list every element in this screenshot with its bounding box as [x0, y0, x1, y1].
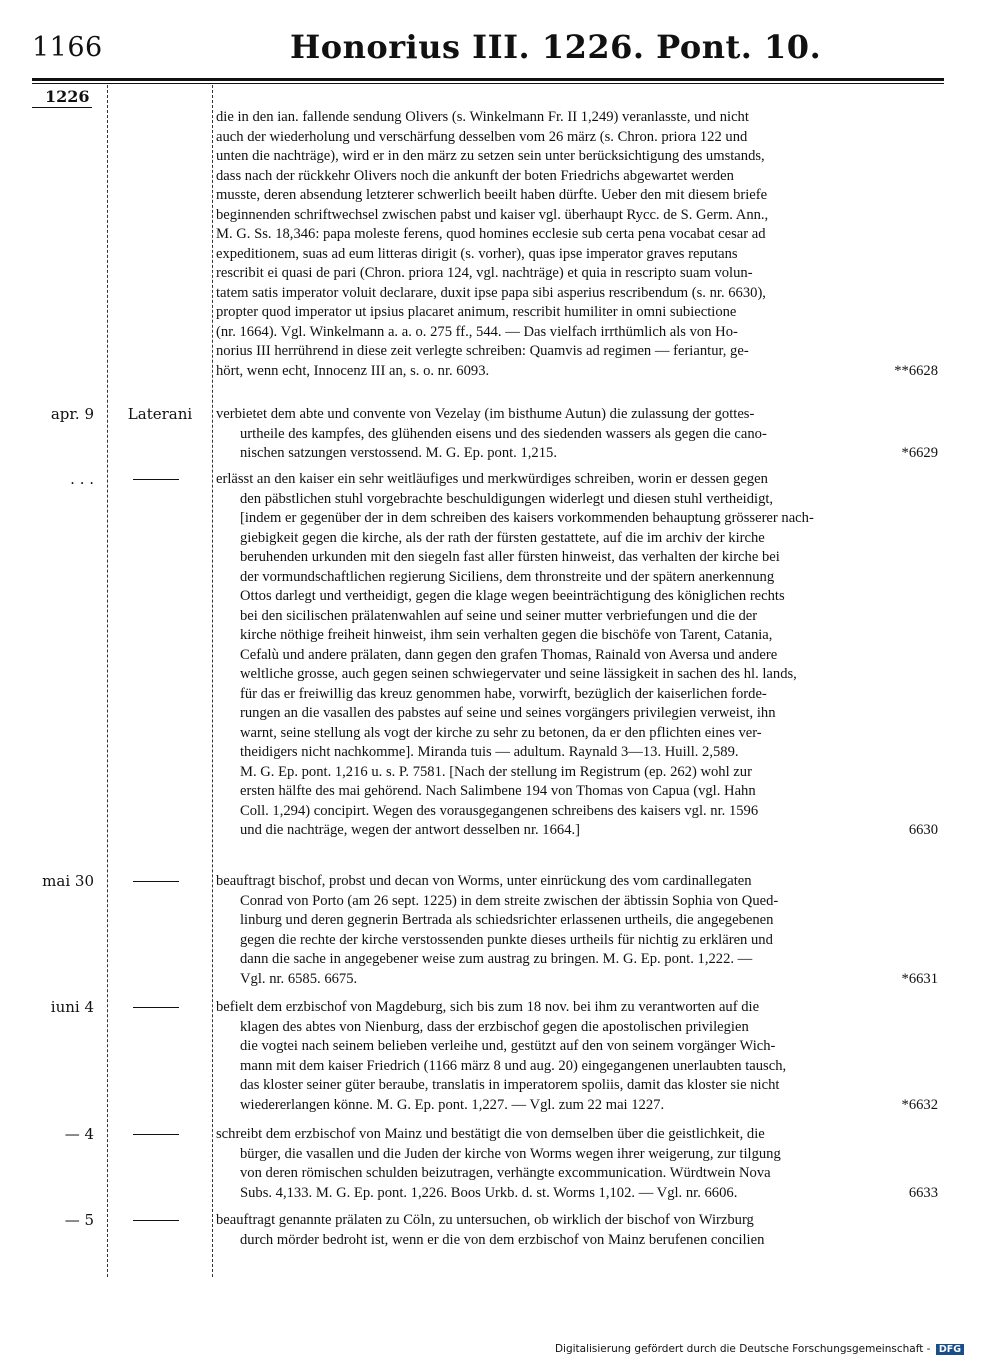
text-line: rungen an die vasallen des pabstes auf seine und seines vorgängers privilegien verweist, ihn: [240, 705, 776, 721]
text-line: beauftragt bischof, probst und decan von Worms, unter einrückung des vom cardinallegaten: [216, 873, 752, 889]
text-line: tatem satis imperator voluit declarare, duxit ipse papa sibi asperius rescribendum (s. nr. 6630),: [216, 284, 766, 301]
ditto-dash: [133, 1134, 179, 1135]
entry-text: [216, 872, 938, 989]
text-line: urtheile des kampfes, des glühenden eisens und des siedenden wassers als gegen die cano-: [240, 425, 767, 442]
entry-date: apr. 9: [50, 405, 94, 423]
entry-date: — 4: [64, 1125, 94, 1143]
text-line: Conrad von Porto (am 26 sept. 1225) in dem streite zwischen der äbtissin Sophia von Qued-: [240, 892, 779, 909]
text-line: expeditionem, suas ad eum litteras dirigit (s. vorher), quas ipse imperator graves reputans: [216, 245, 738, 262]
text-line: musste, deren absendung letzterer schwerlich beeilt haben dürfte. Ueber den mit diesem briefe: [216, 187, 768, 203]
dfg-logo: DFG: [936, 1344, 964, 1355]
text-line: und die nachträge, wegen der antwort desselben nr. 1664.] 6630: [216, 821, 938, 841]
text-line: die vogtei nach seinem belieben verleihe und, gestützt auf den von seinem vorgänger Wich-: [240, 1038, 776, 1054]
text-line: norius III herrührend in diese zeit verlegte schreiben: Quamvis ad regimen — feriantur, ge-: [216, 343, 749, 359]
text-line: hört, wenn echt, Innocenz III an, s. o. nr. 6093. **6628: [216, 362, 938, 382]
text-line: verbietet dem abte und convente von Vezelay (im bisthume Autun) die zulassung der gottes-: [216, 406, 755, 422]
entry-text: [216, 998, 938, 1115]
running-head: Honorius III. 1226. Pont. 10.: [290, 28, 822, 66]
text-line: bei den sicilischen prälatenwahlen auf seine und seiner mutter verbriefungen und die der: [240, 607, 758, 624]
entry-date: — 5: [64, 1211, 94, 1229]
ditto-dash: [133, 1220, 179, 1221]
header-rule-thick: [32, 78, 944, 81]
text-line: den päbstlichen stuhl vorgebrachte beschuldigungen widerlegt und diesen stuhl vertheidigt,: [240, 490, 774, 507]
entry-text: [216, 1125, 938, 1203]
column-divider-place: [212, 85, 214, 1277]
text-line: beginnenden schriftwechsel zwischen pabst und kaiser vgl. überhaupt Rycc. de S. Germ. Ann.,: [216, 206, 769, 223]
text-line: linburg und deren gegnerin Bertrada als schiedsrichter erlassenen urtheils, die angegebenen: [240, 912, 774, 928]
column-divider-date: [107, 85, 109, 1277]
text-line: die in den ian. fallende sendung Olivers (s. Winkelmann Fr. II 1,249) veranlasste, und nicht: [216, 109, 749, 125]
text-line: beruhenden urkunden mit den siegeln fast aller fürsten hinweist, das verhalten der kirche bei: [240, 549, 780, 565]
year-label: 1226: [45, 87, 90, 106]
text-line: durch mörder bedroht ist, wenn er die von dem erzbischof von Mainz berufenen concilien: [240, 1231, 765, 1248]
text-line: gegen die rechte der kirche verstossenden punkte dieses urtheils für nichtig zu erklären und: [240, 931, 773, 948]
regest-number: **6628: [894, 362, 938, 379]
entry-text: [216, 1211, 938, 1250]
text-line: weltliche grosse, auch gegen seinen schwiegervater und seine lässigkeit in sachen des hl. lands,: [240, 666, 797, 682]
entry-date: mai 30: [42, 872, 94, 890]
text-line: erlässt an den kaiser ein sehr weitläufiges und merkwürdiges schreiben, worin er dessen gegen: [216, 471, 768, 487]
regest-number: *6629: [901, 445, 938, 461]
regest-number: *6632: [901, 1096, 938, 1113]
footer-credit: [555, 1343, 964, 1355]
footer-text: Digitalisierung gefördert durch die Deutsche Forschungsgemeinschaft -: [554, 1343, 931, 1355]
text-line: beauftragt genannte prälaten zu Cöln, zu untersuchen, ob wirklich der bischof von Wirzburg: [216, 1212, 754, 1228]
text-line: (nr. 1664). Vgl. Winkelmann a. a. o. 275 ff., 544. — Das vielfach irrthümlich als von Ho-: [216, 323, 738, 340]
text-line: der vormundschaftlichen regierung Siciliens, dem thronstreite und der spätern anerkennung: [240, 568, 775, 585]
text-line: mann mit dem kaiser Friedrich (1166 märz 8 und aug. 20) eingegangenen unerlaubten tausch,: [240, 1057, 787, 1074]
ditto-dash: [133, 479, 179, 480]
text-line: Cefalù und andere prälaten, dann gegen den grafen Thomas, Rainald von Aversa und andere: [240, 646, 778, 663]
text-line: M. G. Ep. pont. 1,216 u. s. P. 7581. [Nach der stellung im Registrum (ep. 262) wohl zur: [240, 763, 752, 780]
text-line: dann die sache in angegebener weise zum austrag zu bringen. M. G. Ep. pont. 1,222. —: [240, 951, 753, 967]
text-line: M. G. Ss. 18,346: papa moleste ferens, quod homines ecclesie sub certa pena vocabat cesar ad: [216, 226, 766, 242]
text-line: Coll. 1,294) concipirt. Wegen des vorausgegangenen schreibens des kaisers vgl. nr. 1596: [240, 802, 759, 819]
entry-date: iuni 4: [50, 998, 94, 1016]
entry-text: [216, 470, 938, 841]
text-line: Ottos darlegt und vertheidigt, gegen die klage wegen beeinträchtigung des königlichen rechts: [240, 588, 785, 604]
text-line: für das er freiwillig das kreuz genommen habe, vorwirft, bezüglich der kaiserlichen forde-: [240, 685, 767, 702]
text-line: das kloster seiner güter beraube, translatis in imperatorem spoliis, damit das kloster sie nicht: [240, 1077, 780, 1093]
text-line: propter quod imperator ut ipsius placaret animum, rescribit humiliter in omni subiectione: [216, 304, 737, 320]
text-line: nischen satzungen verstossend. M. G. Ep. pont. 1,215. *6629: [216, 444, 938, 464]
text-line: ersten hälfte des mai gehörend. Nach Salimbene 194 von Thomas von Capua (vgl. Hahn: [240, 783, 756, 799]
year-underline: [32, 107, 92, 108]
page-number: 1166: [32, 32, 103, 63]
text-line: auch der wiederholung und verschärfung desselben vom 26 märz (s. Chron. priora 122 und: [216, 128, 748, 145]
ditto-dash: [133, 881, 179, 882]
regest-number: 6633: [908, 1184, 938, 1201]
regest-number: *6631: [901, 970, 938, 987]
header-rule-thin: [32, 83, 944, 84]
entry-text: [216, 108, 938, 381]
text-line: unten die nachträge), wird er in den märz zu setzen sein unter berücksichtigung des umstands,: [216, 148, 765, 164]
ditto-dash: [133, 1007, 179, 1008]
text-line: [indem er gegenüber der in dem schreiben des kaisers vorkommenden behauptung grösserer nach-: [240, 510, 814, 526]
text-line: von deren römischen schulden beizutragen, verhängte excommunication. Würdtwein Nova: [240, 1165, 771, 1181]
text-line: theidigers nicht nachkomme]. Miranda tuis — adultum. Raynald 3—13. Huill. 2,589.: [240, 744, 739, 760]
text-line: schreibt dem erzbischof von Mainz und bestätigt die von demselben über die geistlichkeit, die: [216, 1126, 765, 1142]
text-line: rescribit ei quasi de pari (Chron. priora 124, vgl. nachträge) et quia in rescripto suam volun-: [216, 265, 753, 281]
text-line: befielt dem erzbischof von Magdeburg, sich bis zum 18 nov. bei ihm zu verantworten auf die: [216, 999, 760, 1015]
text-line: Vgl. nr. 6585. 6675. *6631: [216, 970, 938, 990]
text-line: Subs. 4,133. M. G. Ep. pont. 1,226. Boos Urkb. d. st. Worms 1,102. — Vgl. nr. 6606. 6633: [216, 1184, 938, 1204]
text-line: bürger, die vasallen und die Juden der kirche von Worms wegen ihrer weigerung, zur tilgung: [240, 1145, 781, 1162]
entry-date: . . .: [70, 470, 94, 488]
entry-text: [216, 405, 938, 464]
text-line: warnt, seine stellung als vogt der kirche zu sehr zu betonen, da er den pflichten eines ver-: [240, 724, 762, 741]
text-line: wiedererlangen könne. M. G. Ep. pont. 1,227. — Vgl. zum 22 mai 1227. *6632: [216, 1096, 938, 1116]
regest-number: 6630: [908, 822, 938, 838]
text-line: klagen des abtes von Nienburg, dass der erzbischof gegen die apostolischen privilegien: [240, 1018, 749, 1035]
entry-place: Laterani: [127, 405, 193, 423]
text-line: giebigkeit gegen die kirche, als der rath der fürsten gestattete, auf die im archiv der kirche: [240, 529, 765, 546]
text-line: kirche nöthige freiheit hinweist, ihm sein verhalten gegen die bischöfe von Tarent, Catania,: [240, 627, 773, 643]
text-line: dass nach der rückkehr Olivers noch die ankunft der boten Friedrichs abgewartet werden: [216, 167, 734, 184]
